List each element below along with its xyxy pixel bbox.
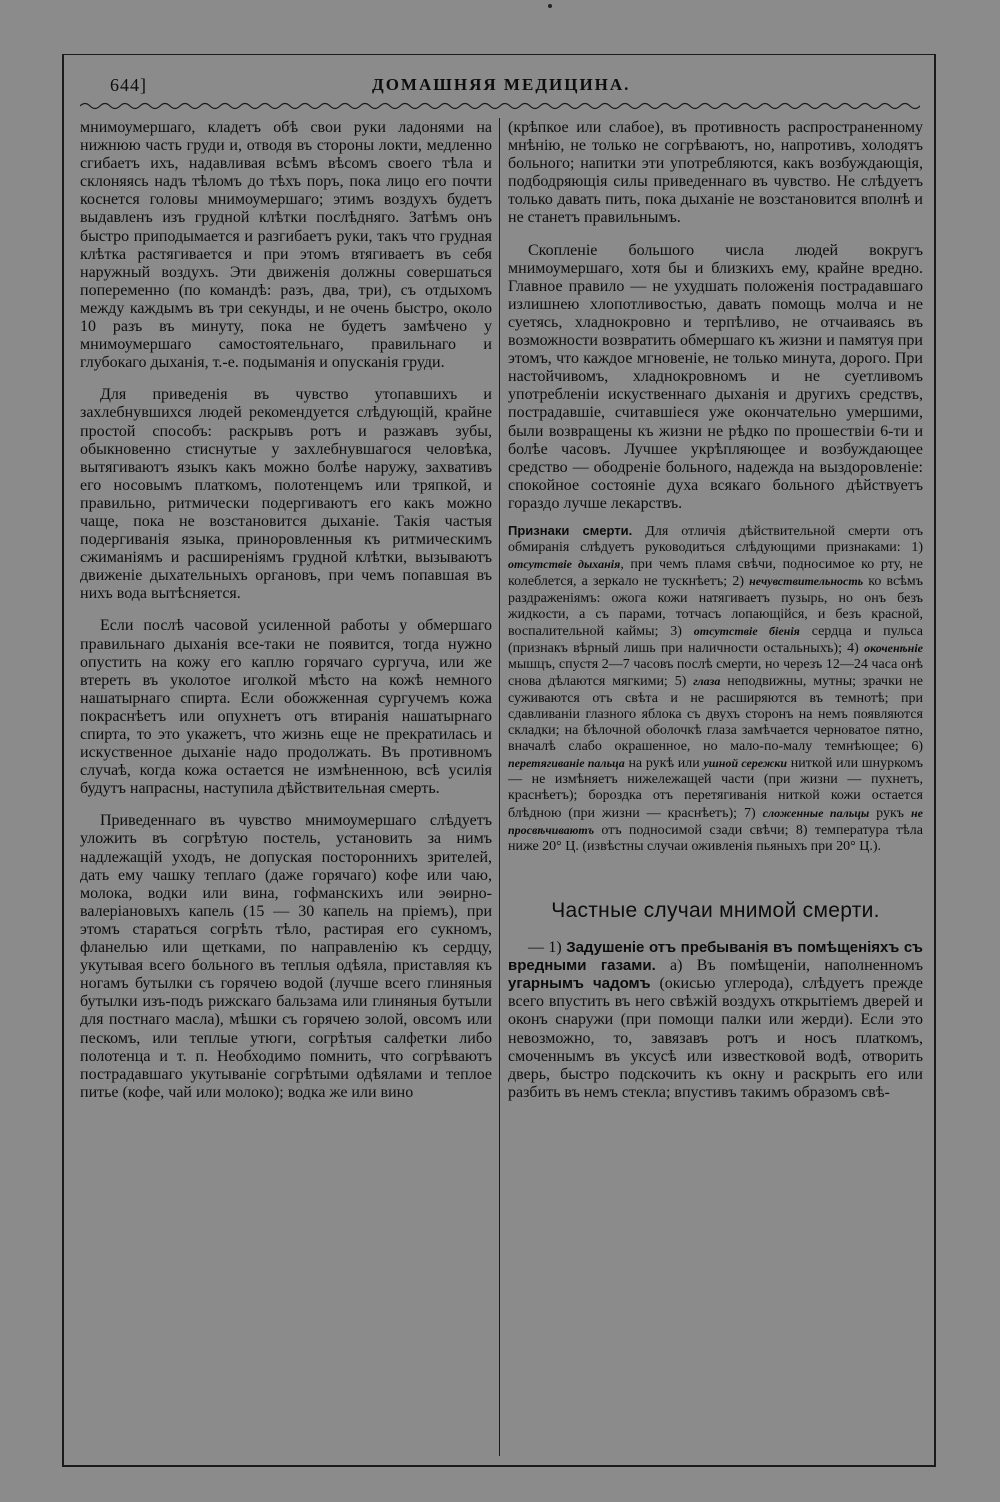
page-number: 644] (110, 75, 147, 95)
paragraph-text: а) Въ помѣщеніи, наполненномъ (655, 957, 923, 975)
note-term: ушной сережки (703, 756, 788, 771)
paragraph: Если послѣ часовой усиленной работы у обмершаго правильнаго дыханія все-таки не появится, тогда нужно опустить на кожу его каплю горячаго сургуча, или же втереть въ уколотое иголкой мѣсто на кожѣ немного нашатырнаго спирта. Если обожженная сургучемъ кожа покраснѣетъ или опухнетъ отъ втиранія нашатырнаго спирта, то это укажетъ, что жизнь еще не прекратилась и искуственное дыханіе надо продолжать. Въ противномъ случаѣ, когда кожа остается не измѣненною, всѣ усилія будутъ напрасны, наступила дѣйствительная смерть. (80, 617, 492, 798)
wavy-rule (80, 100, 920, 112)
note-term: перетягиваніе пальца (508, 756, 625, 771)
paragraph: мнимоумершаго, кладетъ обѣ свои руки ладонями на нижнюю часть груди и, отводя въ стороны локти, медленно сгибаетъ ихъ, надавливая всѣмъ вѣсомъ своего тѣла и склоняясь надъ тѣломъ до тѣхъ поръ, пока лицо его почти коснется головы мнимоумершаго; этимъ воздухъ будетъ выдавленъ изъ грудной клѣтки послѣдняго. Затѣмъ онъ быстро приподымается и разгибаетъ руки, такъ что грудная клѣтка растягивается и при этомъ втягиваетъ въ себя наружный воздухъ. Эти движенія должны совершаться попеременно (по командѣ: разъ, два, три), съ отдыхомъ между каждымъ въ три секунды, и не очень быстро, около 10 разъ въ минуту, пока не будетъ замѣчено у мнимоумершаго самостоятельнаго, правильнаго и глубокаго дыханія, т.-е. подыманія и опусканія груди. (80, 119, 492, 372)
right-column (508, 119, 923, 1102)
note-text: на рукѣ или (624, 756, 704, 772)
ink-speck (548, 4, 552, 8)
note-term: окоченѣніе (864, 641, 923, 656)
note-title: Признаки смерти. (508, 522, 633, 538)
wavy-rule-line (80, 104, 920, 109)
note-text: Для отличія дѣйствительной смерти отъ обмиранія слѣдуетъ руководиться слѣдующими признаками: 1) (508, 523, 923, 556)
left-column (80, 119, 492, 1102)
subsection-title: Задушеніе отъ пребыванія въ помѣщеніяхъ съ вредными газами. (508, 939, 923, 975)
running-head: ДОМАШНЯЯ МЕДИЦИНА. (372, 75, 631, 94)
subsection-number: — 1) (528, 939, 567, 957)
paragraph: Скопленіе большого числа людей вокругъ мнимоумершаго, хотя бы и близкихъ ему, крайне вредно. Главное правило — не ухудшать положенія пострадавшаго излишнею хлопотливостью, давать помощь молча и не суетясь, хладнокровно и терпѣливо, не отчаиваясь въ возможности возвратить обмершаго къ жизни и памятуя при этомъ, что каждое мгновеніе, не только минута, дорого. При настойчивомъ, хладнокровномъ и не суетливомъ употребленіи искуственнаго дыханія и другихъ средствъ, пострадавшіе, считавшіеся уже окончательно умершими, были возвращены къ жизни не рѣдко по прошествіи 6-ти и болѣе часовъ. Лучшее укрѣпляющее и возбуждающее средство — ободреніе больного, надежда на выздоровленіе: спокойное состояніе духа всякаго больного дѣйствуетъ гораздо лучше лекарствъ. (508, 241, 923, 512)
paragraph: Для приведенія въ чувство утопавшихъ и захлебнувшихся людей рекомендуется слѣдующій, крайне простой способъ: раскрывъ ротъ и разжавъ зубы, обыкновенно стиснутые у захлебнувшагося человѣка, вытягиваютъ языкъ какъ можно болѣе наружу, захвативъ его носовымъ платкомъ, полотенцемъ или тряпкой, и правильно, ритмически подергиваютъ его какъ можно чаще, пока не возстановится дыханіе. Такія частыя подергиванія языка, приноровленныя къ ритмическимъ сжиманіямъ и расширеніямъ грудной клѣтки, вызываютъ движеніе дыхательныхъ органовъ, при чемъ попавшая въ нихъ вода вытѣсняется. (80, 386, 492, 603)
note-term: сложенные пальцы (762, 805, 870, 820)
note-text: отъ подносимой сзади свѣчи; 8) температура тѣла ниже 20° Ц. (извѣстны случаи оживленія пьяныхъ при 20° Ц.). (508, 822, 923, 854)
note-text: неподвижны, мутны; зрачки не суживаются отъ свѣта и не расширяются въ темнотѣ; при сдавливаніи глазного яблока съ двухъ сторонъ на немъ появляются складки; на бѣлочной оболочкѣ глаза замѣчается черноватое пятно, вначалѣ слабо окрашенное, но мало-по-малу темнѣющее; 6) (508, 674, 923, 754)
note-text: рукъ (869, 805, 912, 821)
column-divider (499, 118, 500, 1456)
note-text: мышцъ, спустя 2—7 часовъ послѣ смерти, но черезъ 12—24 часа онѣ снова дѣлаются мягкими; 5) (508, 657, 923, 690)
note-term: глаза (693, 674, 721, 689)
footnote-signs-of-death (508, 523, 923, 855)
subsection-paragraph (508, 939, 923, 1102)
note-text: ко всѣмъ раздраженіямъ: ожога кожи натягиваетъ пузырь, но онъ безъ жидкости, а съ парами, тотчасъ лопающійся, и безъ красной, воспалительной каймы; 3) (508, 574, 923, 639)
note-text: ниткой или шнуркомъ — не измѣняетъ нижележащей части (при жизни — пухнетъ, краснѣетъ); бороздка отъ перетягиванія ниткой кожи остается блѣдною (при жизни — краснѣетъ); 7) (508, 756, 923, 821)
paragraph: (крѣпкое или слабое), въ противность распространенному мнѣнію, не только не согрѣваютъ, но, напротивъ, холодятъ больного; напитки эти употребляются, какъ возбуждающія, подбодряющія силы приведеннаго въ чувство. Не слѣдуетъ только давать пить, пока дыханіе не возстановится вполнѣ и не станетъ правильнымъ. (508, 119, 923, 227)
paragraph: Приведеннаго въ чувство мнимоумершаго слѣдуетъ уложить въ согрѣтую постель, установить за нимъ надлежащій уходъ, не допуская постороннихъ зрителей, дать ему чашку теплаго (даже горячаго) кофе или чаю, молока, водки или вина, гофманскихъ или эѳирно-валеріановыхъ капель (15 — 30 капель на пріемъ), при этомъ стараться согрѣть тѣло, растирая его сукномъ, фланелью или щетками, по направленію къ сердцу, укутывая всего больного въ теплыя одѣяла, приставляя къ ногамъ бутылки съ горячею водой (лучше всего глиняныя бутылки изъ-подъ рижскаго бальзама или глиняныя бутыли для постнаго масла), мѣшки съ горячею золой, овсомъ или пескомъ, или теплые утюги, согрѣтыя салфетки либо полотенца и т. п. Необходимо помнить, что согрѣваютъ пострадавшаго укутываніе согрѣтыми одѣялами и теплое питье (кофе, чай или молоко); водка же или вино (80, 812, 492, 1101)
note-term: отсутствіе біенія (693, 623, 800, 638)
note-term: нечувствительность (749, 574, 864, 589)
note-text: сердца и пульса (признакъ вѣрный лишь при наличности остальныхъ); 4) (508, 623, 923, 657)
note-text: , при чемъ пламя свѣчи, подносимое ко рту, не колеблется, а зеркало не тускнѣетъ; 2) (508, 557, 923, 590)
section-heading: Частные случаи мнимой смерти. (551, 899, 880, 923)
paragraph-text: (окисью углерода), слѣдуетъ прежде всего впустить въ него свѣжій воздухъ открытіемъ дверей и оконъ снаружи (при помощи палки или жерди). Если это невозможно, то, завязавъ ротъ и носъ платкомъ, смоченнымъ въ уксусѣ или известковой водѣ, отворить дверь, быстро подскочить къ окну и раскрыть его или разбить въ немъ стекла; впустивъ такимъ образомъ свѣ- (508, 975, 923, 1101)
note-term: не просвѣчиваютъ (508, 805, 924, 837)
emphasized-term: угарнымъ чадомъ (508, 975, 651, 993)
note-term: отсутствіе дыханія (508, 557, 621, 572)
